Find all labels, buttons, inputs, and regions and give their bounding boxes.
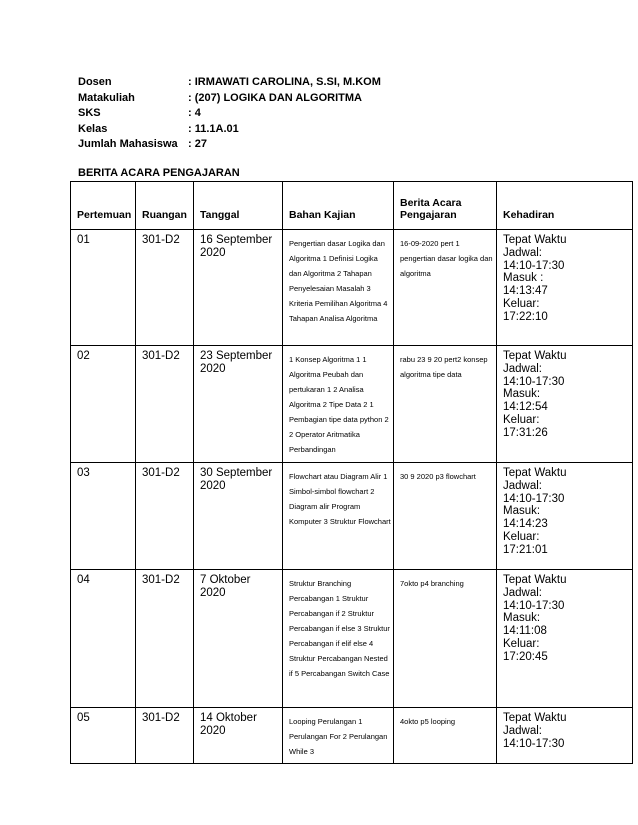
info-row-sks [78, 106, 381, 122]
kehadiran-line: Jadwal: [503, 724, 542, 737]
table-row [71, 708, 633, 764]
cell-tanggal: 23 September 2020 [194, 346, 283, 463]
cell-berita-acara: rabu 23 9 20 pert2 konsep algoritma tipe data [394, 346, 497, 463]
info-value: : 27 [188, 138, 207, 150]
kehadiran-line: Keluar: [503, 297, 540, 310]
header-kehadiran: Kehadiran [497, 182, 633, 230]
info-row-dosen [78, 75, 381, 91]
cell-bahan-kajian: 1 Konsep Algoritma 1 1 Algoritma Peubah dan pertukaran 1 2 Analisa Algoritma 2 Tipe Data 2 1 Pembagian tipe data python 2 2 Operator Aritmatika Perbandingan [283, 346, 394, 463]
cell-bahan-kajian: Pengertian dasar Logika dan Algoritma 1 Definisi Logika dan Algoritma 2 Tahapan Penyelesaian Masalah 3 Kriteria Pemilihan Algoritma 4 Tahapan Analisa Algoritma [283, 230, 394, 346]
cell-ruangan: 301-D2 [136, 708, 194, 764]
kehadiran-line: 14:10-17:30 [503, 492, 565, 505]
kehadiran-status: Tepat Waktu [503, 574, 567, 586]
cell-pertemuan: 01 [71, 230, 136, 346]
cell-ruangan: 301-D2 [136, 570, 194, 708]
cell-tanggal: 14 Oktober 2020 [194, 708, 283, 764]
cell-pertemuan: 05 [71, 708, 136, 764]
kehadiran-line: Masuk: [503, 612, 541, 625]
table-header-row [71, 182, 633, 230]
kehadiran-line: 14:13:47 [503, 285, 548, 298]
header-tanggal: Tanggal [194, 182, 283, 230]
kehadiran-line: Masuk : [503, 272, 544, 285]
kehadiran-status: Tepat Waktu [503, 467, 567, 479]
info-label: Dosen [78, 76, 112, 88]
kehadiran-line: 17:22:10 [503, 310, 548, 323]
teaching-log-table [70, 181, 633, 764]
cell-ruangan: 301-D2 [136, 463, 194, 570]
cell-berita-acara: 4okto p5 looping [394, 708, 497, 764]
course-info [78, 75, 381, 153]
kehadiran-line: 14:10-17:30 [503, 375, 565, 388]
kehadiran-status: Tepat Waktu [503, 350, 567, 362]
cell-tanggal: 30 September 2020 [194, 463, 283, 570]
cell-bahan-kajian: Looping Perulangan 1 Perulangan For 2 Perulangan While 3 [283, 708, 394, 764]
kehadiran-line: 14:14:23 [503, 518, 548, 531]
cell-kehadiran [497, 463, 633, 570]
cell-pertemuan: 02 [71, 346, 136, 463]
header-pertemuan: Pertemuan [71, 182, 136, 230]
header-bahan-kajian: Bahan Kajian [283, 182, 394, 230]
kehadiran-line: 14:10-17:30 [503, 599, 565, 612]
header-ruangan: Ruangan [136, 182, 194, 230]
kehadiran-line: Jadwal: [503, 479, 542, 492]
section-title: BERITA ACARA PENGAJARAN [78, 167, 240, 179]
info-label: Kelas [78, 122, 108, 135]
kehadiran-line: Masuk: [503, 505, 541, 518]
info-value: : 11.1A.01 [188, 122, 239, 135]
info-label: Matakuliah [78, 91, 135, 104]
kehadiran-line: Keluar: [503, 530, 540, 543]
kehadiran-line: Keluar: [503, 637, 540, 650]
info-value: : 4 [188, 107, 201, 119]
kehadiran-line: Jadwal: [503, 586, 542, 599]
kehadiran-line: 17:21:01 [503, 543, 548, 556]
info-row-jumlah-mahasiswa [78, 137, 381, 153]
cell-berita-acara: 30 9 2020 p3 flowchart [394, 463, 497, 570]
cell-bahan-kajian: Flowchart atau Diagram Alir 1 Simbol-simbol flowchart 2 Diagram alir Program Komputer 3 Struktur Flowchart [283, 463, 394, 570]
kehadiran-line: Keluar: [503, 413, 540, 426]
info-label: SKS [78, 107, 101, 119]
kehadiran-line: 14:11:08 [503, 625, 547, 638]
kehadiran-line: Jadwal: [503, 362, 542, 375]
info-value: : IRMAWATI CAROLINA, S.SI, M.KOM [188, 76, 381, 88]
cell-bahan-kajian: Struktur Branching Percabangan 1 Struktur Percabangan if 2 Struktur Percabangan if else 3 Struktur Percabangan if elif else 4 Struktur Percabangan Nested if 5 Percabangan Switch Case [283, 570, 394, 708]
kehadiran-line: Masuk: [503, 388, 541, 401]
cell-berita-acara: 7okto p4 branching [394, 570, 497, 708]
kehadiran-status: Tepat Waktu [503, 712, 567, 724]
table-row [71, 230, 633, 346]
info-row-matakuliah [78, 91, 381, 107]
kehadiran-line: 17:31:26 [503, 426, 548, 439]
cell-kehadiran [497, 570, 633, 708]
kehadiran-line: 14:10-17:30 [503, 259, 565, 272]
kehadiran-line: 14:12:54 [503, 401, 548, 414]
cell-kehadiran [497, 708, 633, 764]
cell-kehadiran [497, 346, 633, 463]
info-row-kelas [78, 122, 381, 138]
kehadiran-line: 14:10-17:30 [503, 737, 565, 750]
cell-kehadiran [497, 230, 633, 346]
table-row [71, 346, 633, 463]
cell-tanggal: 7 Oktober 2020 [194, 570, 283, 708]
table-row [71, 570, 633, 708]
kehadiran-status: Tepat Waktu [503, 234, 567, 246]
cell-pertemuan: 03 [71, 463, 136, 570]
header-berita-acara: Berita Acara Pengajaran [394, 182, 497, 230]
table-row [71, 463, 633, 570]
info-value: : (207) LOGIKA DAN ALGORITMA [188, 91, 362, 104]
cell-tanggal: 16 September 2020 [194, 230, 283, 346]
info-label: Jumlah Mahasiswa [78, 138, 178, 150]
cell-berita-acara: 16-09-2020 pert 1 pengertian dasar logika dan algoritma [394, 230, 497, 346]
kehadiran-line: Jadwal: [503, 246, 542, 259]
cell-ruangan: 301-D2 [136, 346, 194, 463]
kehadiran-line: 17:20:45 [503, 650, 548, 663]
cell-pertemuan: 04 [71, 570, 136, 708]
cell-ruangan: 301-D2 [136, 230, 194, 346]
